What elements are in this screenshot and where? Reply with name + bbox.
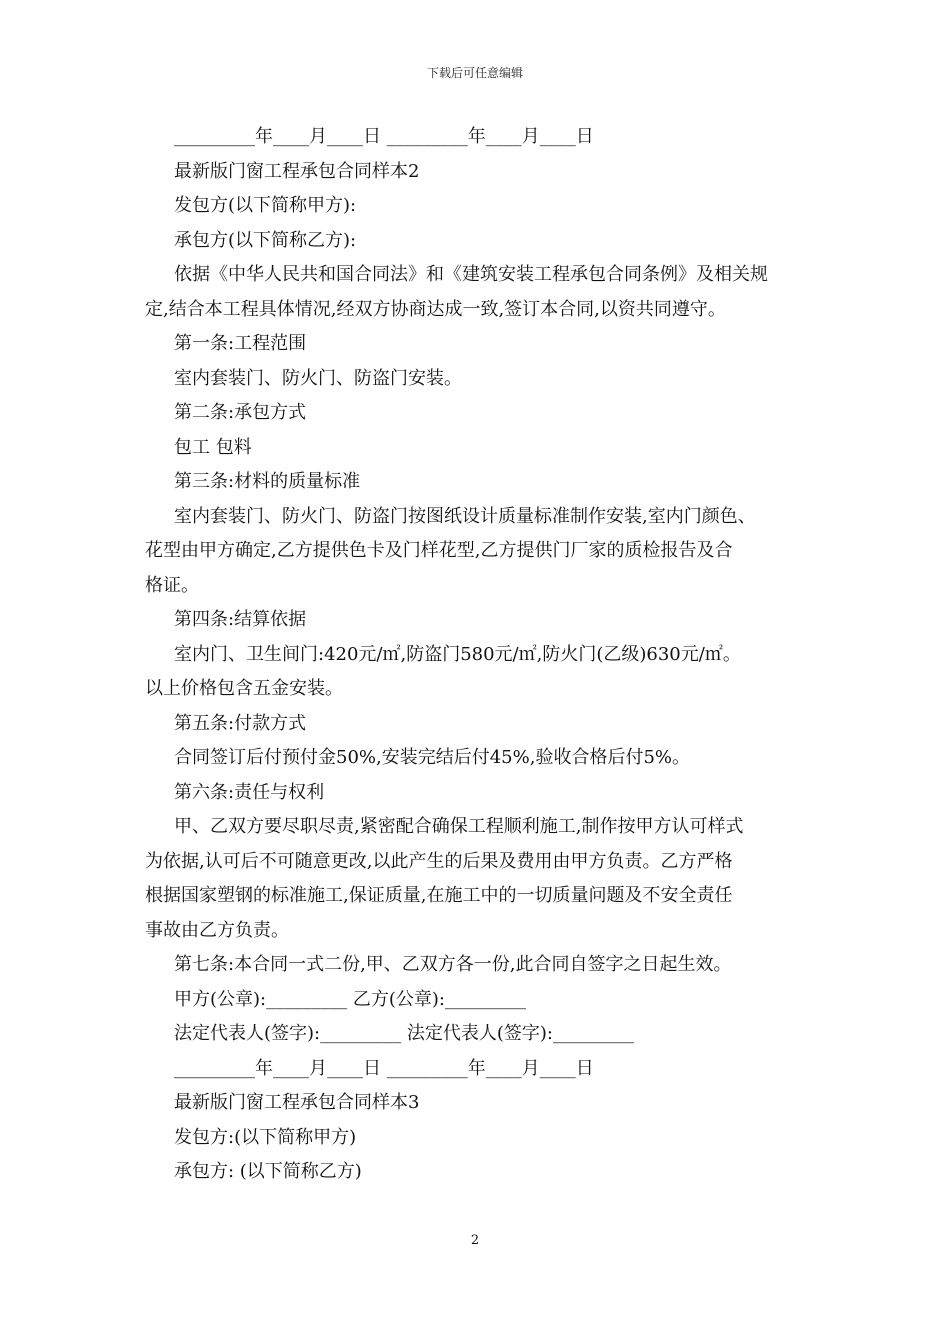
text-line: 承包方(以下简称乙方): (174, 229, 357, 251)
page-header: 下载后可任意编辑 (426, 66, 523, 80)
text-line: 事故由乙方负责。 (145, 919, 289, 941)
document-body (145, 120, 815, 1190)
text-line: 第二条:承包方式 (174, 402, 307, 423)
text-line: 第一条:工程范围 (174, 333, 307, 354)
text-line: 第五条:付款方式 (174, 712, 307, 734)
text-line: 以上价格包含五金安装。 (145, 678, 343, 699)
text-line: 合同签订后付预付金50%,安装完结后付45%,验收合格后付5%。 (174, 747, 691, 768)
text-line: 甲方(公章):_________ 乙方(公章):_________ (174, 988, 526, 1010)
text-line: 第七条:本合同一式二份,甲、乙双方各一份,此合同自签字之日起生效。 (174, 954, 732, 975)
text-line: 法定代表人(签字):_________ 法定代表人(签字):_________ (174, 1023, 634, 1044)
text-line: _________年____月____日 _________年____月____日 (174, 1057, 594, 1079)
text-line: _________年____月____日 _________年____月____日 (174, 126, 594, 147)
page-number: 2 (470, 1233, 480, 1248)
text-line: 为依据,认可后不可随意更改,以此产生的后果及费用由甲方负责。乙方严格 (145, 850, 733, 872)
text-line: 花型由甲方确定,乙方提供色卡及门样花型,乙方提供门厂家的质检报告及合 (145, 540, 733, 561)
text-line: 定,结合本工程具体情况,经双方协商达成一致,签订本合同,以资共同遵守。 (145, 298, 726, 320)
text-line: 格证。 (145, 574, 199, 596)
text-line: 最新版门窗工程承包合同样本3 (174, 1092, 420, 1113)
text-line: 发包方:(以下简称甲方) (174, 1126, 357, 1148)
text-line: 甲、乙双方要尽职尽责,紧密配合确保工程顺利施工,制作按甲方认可样式 (174, 816, 744, 837)
text-line: 第四条:结算依据 (174, 609, 307, 630)
text-line: 最新版门窗工程承包合同样本2 (174, 160, 420, 182)
text-line: 依据《中华人民共和国合同法》和《建筑安装工程承包合同条例》及相关规 (174, 264, 768, 285)
text-line: 室内门、卫生间门:420元/㎡,防盗门580元/㎡,防火门(乙级)630元/㎡。 (174, 643, 741, 665)
text-line: 室内套装门、防火门、防盗门按图纸设计质量标准制作安装,室内门颜色、 (174, 505, 756, 527)
text-line: 第六条:责任与权利 (174, 781, 325, 803)
text-line: 发包方(以下简称甲方): (174, 195, 357, 216)
text-line: 根据国家塑钢的标准施工,保证质量,在施工中的一切质量问题及不安全责任 (145, 885, 733, 906)
text-line: 室内套装门、防火门、防盗门安装。 (174, 367, 462, 389)
text-line: 包工 包料 (174, 436, 252, 458)
text-line: 第三条:材料的质量标准 (174, 471, 361, 492)
text-line: 承包方: (以下简称乙方) (174, 1161, 362, 1182)
